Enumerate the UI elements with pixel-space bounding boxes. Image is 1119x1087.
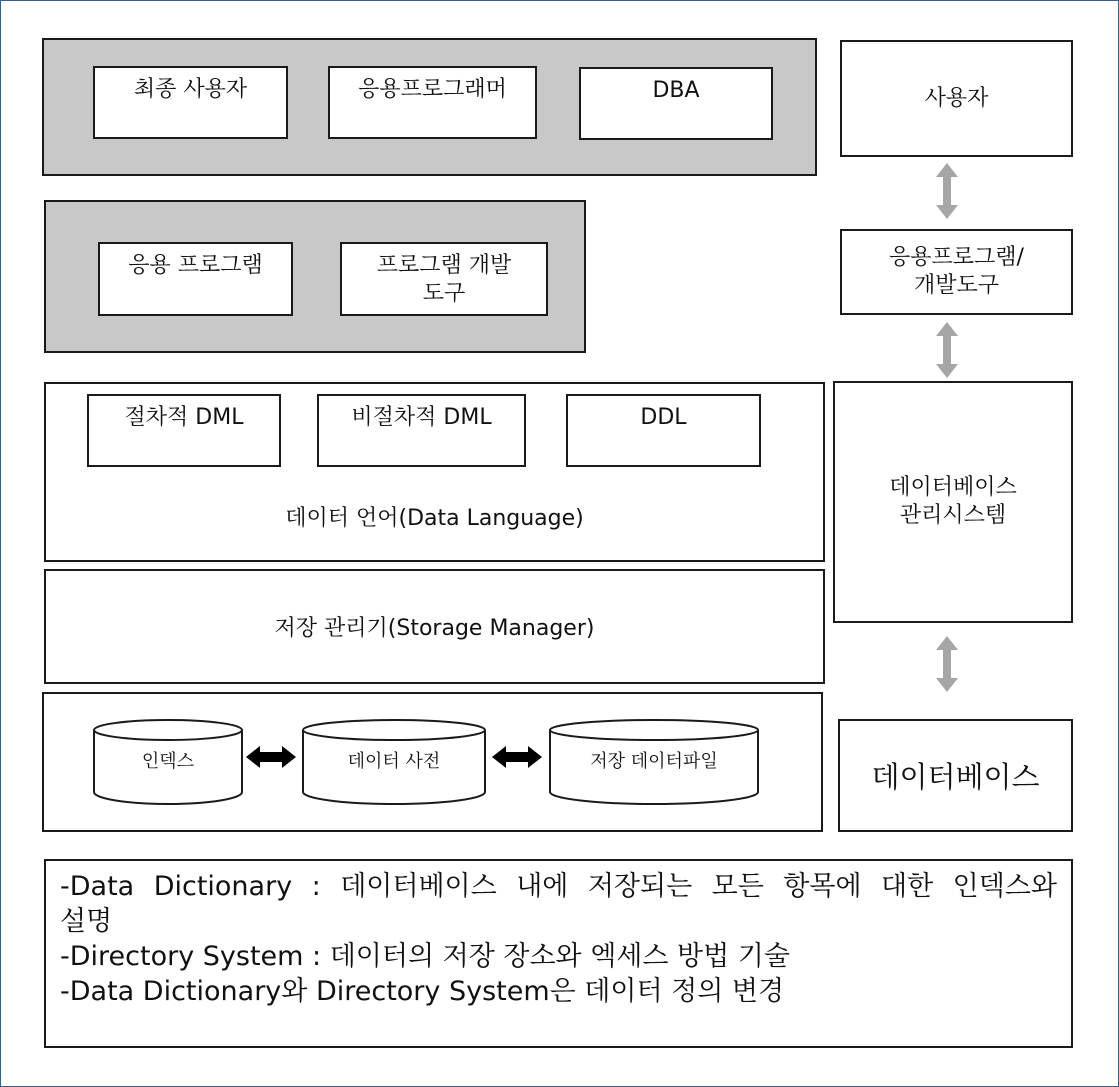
storage-manager-box: 저장 관리기(Storage Manager): [44, 569, 825, 684]
app-dev-tool-box: 응용프로그램/ 개발도구: [840, 229, 1073, 315]
app-programmer-box: 응용프로그래머: [328, 66, 537, 139]
note-line: -Data Dictionary와 Directory System은 데이터 정의 변경: [60, 976, 785, 1007]
dba-box: DBA: [579, 67, 773, 140]
notes-box: [44, 859, 1073, 1048]
end-user-box: 최종 사용자: [93, 66, 288, 139]
ddl-box: DDL: [566, 394, 761, 467]
data-language-title: 데이터 언어(Data Language): [285, 506, 584, 531]
dbms-box: 데이터베이스 관리시스템: [833, 381, 1073, 623]
user-box: 사용자: [840, 40, 1073, 157]
vertical-double-arrow-icon: [934, 636, 960, 692]
note-line: -Directory System : 데이터의 저장 장소와 엑세스 방법 기술: [60, 941, 790, 972]
nonprocedural-dml-box: 비절차적 DML: [317, 394, 526, 467]
procedural-dml-box: 절차적 DML: [87, 394, 281, 467]
vertical-double-arrow-icon: [934, 163, 960, 219]
index-label: 인덱스: [141, 751, 195, 772]
dev-tool-box: 프로그램 개발 도구: [340, 242, 548, 316]
data-file-label: 저장 데이터파일: [590, 751, 718, 772]
vertical-double-arrow-icon: [934, 322, 960, 378]
double-arrow-icon: [246, 744, 296, 770]
app-program-box: 응용 프로그램: [98, 242, 293, 316]
database-box: 데이터베이스: [838, 719, 1073, 832]
double-arrow-icon: [492, 744, 542, 770]
note-line: -Data Dictionary : 데이터베이스 내에 저장되는 모든 항목에 대한 인덱스와: [60, 871, 1057, 902]
data-dictionary-label: 데이터 사전: [347, 751, 441, 772]
note-line: 설명: [60, 906, 113, 937]
